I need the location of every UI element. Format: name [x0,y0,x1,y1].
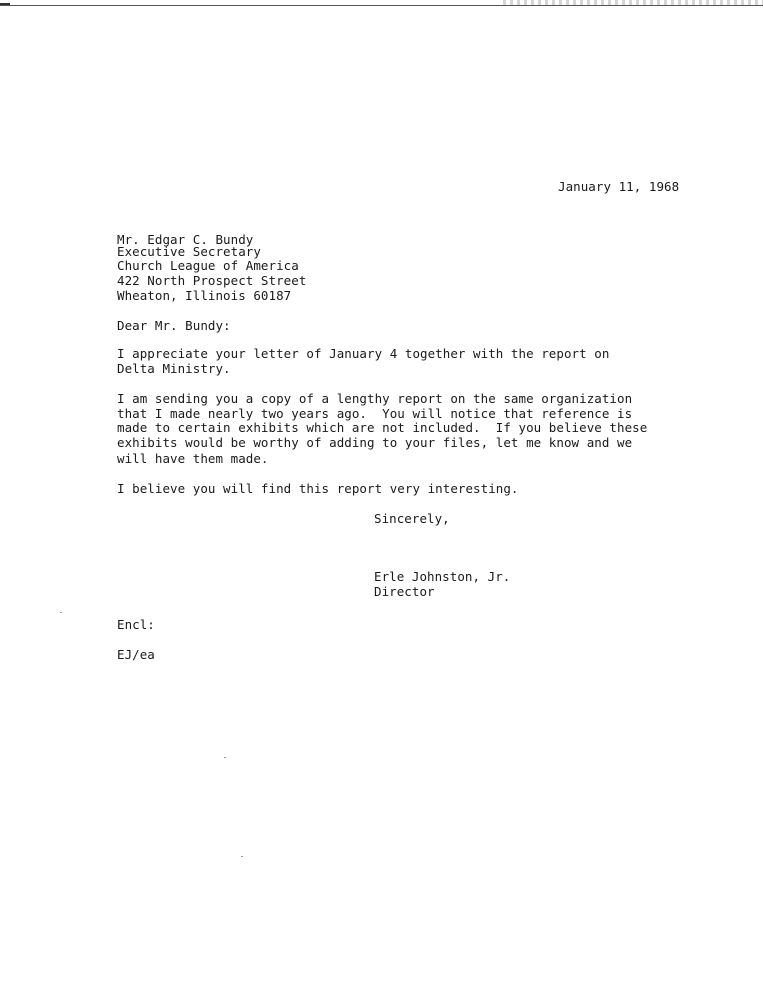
body-line: I believe you will find this report very interesting. [117,481,519,496]
enclosure-notation: Encl: [117,617,155,632]
body-line: will have them made. [117,451,269,466]
body-line: exhibits would be worthy of adding to your files, let me know and we [117,435,633,450]
body-line: that I made nearly two years ago. You will notice that reference is [117,406,633,421]
body-line: I appreciate your letter of January 4 together with the report on [117,346,610,361]
recipient-city: Wheaton, Illinois 60187 [117,288,292,303]
signer-name: Erle Johnston, Jr. [374,569,511,584]
reference-initials: EJ/ea [117,647,155,662]
scan-artifact [503,0,763,5]
body-line: I am sending you a copy of a lengthy report on the same organization [117,391,633,406]
scan-speck [224,757,226,758]
letter-date: January 11, 1968 [558,179,680,194]
recipient-name: Mr. Edgar C. Bundy [117,232,254,247]
signer-title: Director [374,584,435,599]
body-line: Delta Ministry. [117,361,231,376]
scan-speck [241,856,243,857]
recipient-title: Executive Secretary [117,244,261,259]
scan-speck [60,612,62,613]
recipient-organization: Church League of America [117,258,299,273]
closing: Sincerely, [374,511,450,526]
page-top-edge [0,5,763,6]
body-line: made to certain exhibits which are not included. If you believe these [117,420,648,435]
recipient-street: 422 North Prospect Street [117,273,307,288]
salutation: Dear Mr. Bundy: [117,318,231,333]
